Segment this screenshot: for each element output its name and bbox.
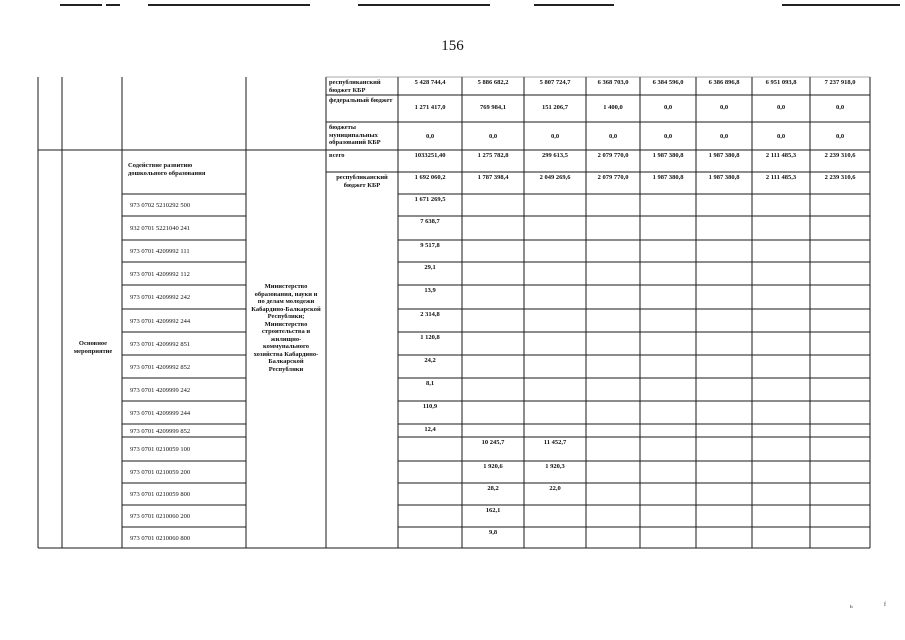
budget-value: 0,0 <box>776 133 786 140</box>
budget-value: 2 239 310,6 <box>824 152 856 159</box>
activity-type: Основное мероприятие <box>73 340 113 355</box>
budget-value: 10 245,7 <box>481 439 505 446</box>
funding-source-label: бюджеты муниципальных образований КБР <box>329 124 381 146</box>
budget-value: 0,0 <box>488 133 498 140</box>
budget-value: 2 111 485,3 <box>765 174 797 181</box>
budget-value: 299 613,5 <box>542 152 568 159</box>
budget-value: 1 987 380,8 <box>708 174 740 181</box>
budget-value: 0,0 <box>776 104 786 111</box>
budget-value: 6 951 093,8 <box>765 79 797 86</box>
funding-source-label: федеральный бюджет <box>329 97 393 104</box>
budget-value: 2 079 770,0 <box>597 174 629 181</box>
funding-source-label: республиканский бюджет КБР <box>336 174 388 189</box>
budget-value: 9,8 <box>488 529 498 536</box>
budget-value: 1 920,3 <box>545 463 565 470</box>
budget-code: 973 0701 4209992 111 <box>130 248 190 255</box>
budget-value: 6 368 703,0 <box>597 79 629 86</box>
budget-value: 5 807 724,7 <box>539 79 571 86</box>
budget-value: 13,9 <box>424 287 436 294</box>
budget-code: 973 0701 0210059 800 <box>130 491 191 498</box>
budget-value: 1 275 782,8 <box>477 152 509 159</box>
budget-code: 973 0701 4209999 852 <box>130 428 191 435</box>
budget-value: 6 384 596,0 <box>652 79 684 86</box>
budget-value: 2 049 269,6 <box>539 174 571 181</box>
budget-code: 973 0701 4209992 852 <box>130 364 191 371</box>
funding-source-label: республиканский бюджет КБР <box>329 79 381 94</box>
budget-value: 1 787 398,4 <box>477 174 509 181</box>
budget-value: 0,0 <box>835 133 845 140</box>
top-rule <box>358 4 490 6</box>
budget-code: 973 0701 4209992 244 <box>130 318 191 325</box>
top-rule <box>148 4 310 6</box>
budget-code: 973 0702 5210292 500 <box>130 202 191 209</box>
budget-code: 932 0701 5221040 241 <box>130 225 191 232</box>
budget-value: 1 400,0 <box>603 104 623 111</box>
budget-code: 973 0701 4209992 851 <box>130 341 191 348</box>
budget-value: 1 271 417,0 <box>414 104 446 111</box>
budget-value: 162,1 <box>485 507 501 514</box>
budget-value: 0,0 <box>550 133 560 140</box>
budget-value: 2 314,8 <box>420 311 440 318</box>
budget-value: 1 987 380,8 <box>708 152 740 159</box>
budget-code: 973 0701 4209992 242 <box>130 294 191 301</box>
budget-value: 5 428 744,4 <box>414 79 446 86</box>
budget-value: 2 239 310,6 <box>824 174 856 181</box>
budget-value: 8,1 <box>425 380 435 387</box>
budget-code: 973 0701 0210060 200 <box>130 513 191 520</box>
budget-value: 0,0 <box>835 104 845 111</box>
top-rule <box>782 4 900 6</box>
budget-value: 1 692 060,2 <box>414 174 446 181</box>
budget-value: 110,9 <box>422 403 438 410</box>
funding-source-label: всего <box>329 152 345 159</box>
footer-mark: ь <box>850 604 853 610</box>
budget-code: 973 0701 0210060 800 <box>130 535 191 542</box>
budget-value: 0,0 <box>608 133 618 140</box>
budget-value: 1 920,6 <box>483 463 503 470</box>
budget-value: 0,0 <box>719 133 729 140</box>
budget-value: 7 237 918,0 <box>824 79 856 86</box>
budget-value: 0,0 <box>663 104 673 111</box>
budget-value: 2 079 770,0 <box>597 152 629 159</box>
budget-value: 1 987 380,8 <box>652 152 684 159</box>
budget-value: 7 638,7 <box>420 218 440 225</box>
budget-value: 1 987 380,8 <box>652 174 684 181</box>
budget-value: 0,0 <box>425 133 435 140</box>
budget-value: 151 206,7 <box>542 104 568 111</box>
footer-mark: f <box>884 602 886 608</box>
budget-value: 29,1 <box>424 264 436 271</box>
budget-value: 0,0 <box>719 104 729 111</box>
budget-code: 973 0701 4209999 244 <box>130 410 191 417</box>
top-rule <box>60 4 102 6</box>
top-rule <box>534 4 614 6</box>
page-number: 156 <box>441 38 464 54</box>
budget-code: 973 0701 0210059 200 <box>130 469 191 476</box>
budget-value: 0,0 <box>663 133 673 140</box>
budget-value: 1 671 269,5 <box>414 196 446 203</box>
budget-value: 1 120,8 <box>420 334 440 341</box>
budget-value: 9 517,8 <box>420 242 440 249</box>
responsible-executor: Министерство образования, науки и по делам молодежи Кабардино-Балкарской Республики; Министерство строительства и жилищно-коммунального хозяйства Кабардино-Балкарской Республики <box>251 283 321 373</box>
activity-name: Содействие развитию дошкольного образования <box>128 162 206 177</box>
budget-value: 1033251,40 <box>414 152 446 159</box>
budget-code: 973 0701 4209992 112 <box>130 271 190 278</box>
budget-code: 973 0701 4209999 242 <box>130 387 191 394</box>
budget-value: 11 452,7 <box>543 439 567 446</box>
budget-value: 12,4 <box>424 426 436 433</box>
budget-value: 5 886 682,2 <box>477 79 509 86</box>
budget-value: 2 111 485,3 <box>765 152 797 159</box>
budget-value: 24,2 <box>424 357 436 364</box>
budget-code: 973 0701 0210059 100 <box>130 446 191 453</box>
budget-value: 22,0 <box>549 485 561 492</box>
budget-value: 769 984,1 <box>480 104 506 111</box>
budget-value: 6 386 896,8 <box>708 79 740 86</box>
top-rule <box>106 4 120 6</box>
budget-value: 28,2 <box>487 485 499 492</box>
